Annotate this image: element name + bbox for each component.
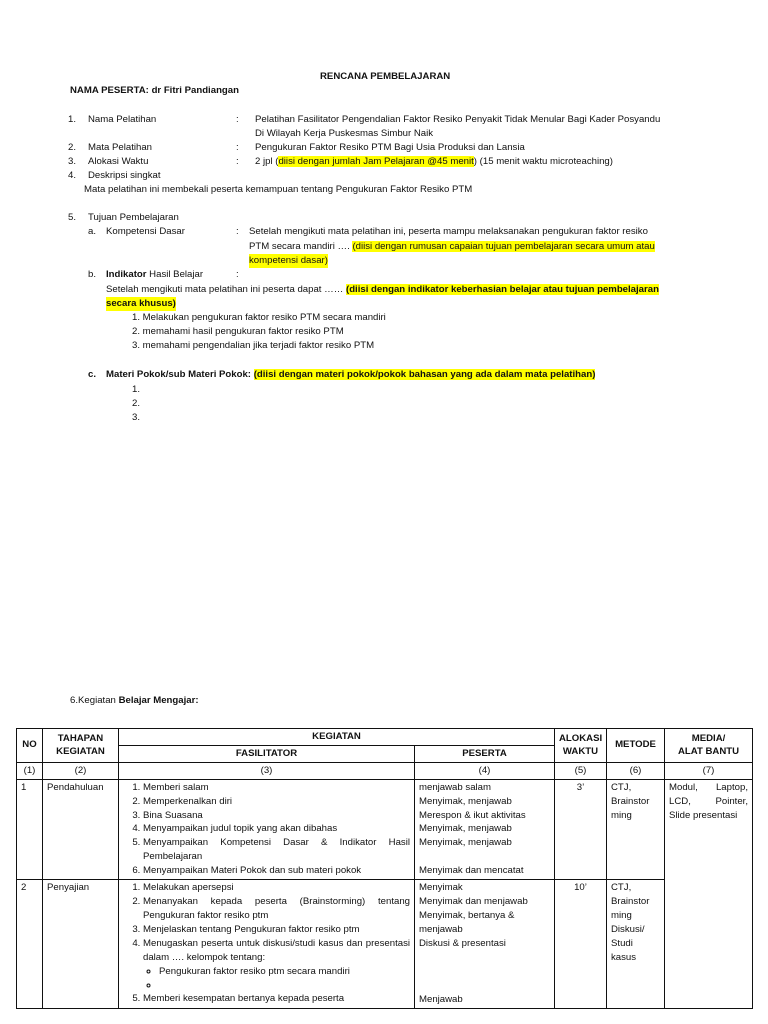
table-number-row: [17, 762, 753, 779]
kd-text: Setelah mengikuti mata pelatihan ini, peserta mampu melaksanakan pengukuran faktor resiko: [249, 226, 648, 237]
participant-name: dr Fitri Pandiangan: [151, 85, 239, 96]
ihb-text-plain: Setelah mengikuti mata pelatihan ini peserta dapat ……: [106, 284, 344, 295]
row-fasilitator: [119, 779, 415, 879]
row-metode: CTJ, Brainstor ming: [607, 779, 665, 879]
list-item: 5. Memberi kesempatan bertanya kepada peserta: [143, 992, 410, 1006]
ihb-highlight: (diisi dengan indikator keberhasian belajar atau tujuan pembelajaran: [346, 284, 659, 295]
row-fasilitator: [119, 880, 415, 1008]
kd-text-cont: [249, 240, 655, 254]
kd-letter: a.: [88, 226, 97, 237]
th-fasilitator: FASILITATOR: [119, 745, 415, 762]
table-header-row: [17, 729, 753, 746]
row-tahapan: Pendahuluan: [43, 779, 119, 879]
bullet-item: ◦ Pengukuran faktor resiko ptm secara mandiri: [159, 965, 410, 979]
ihb-label-bold: Indikator: [106, 269, 147, 280]
col-number: (7): [665, 762, 753, 779]
ihb-sep: :: [236, 269, 239, 280]
col-number: (3): [119, 762, 415, 779]
ihb-list-item: 1. Melakukan pengukuran faktor resiko PTM secara mandiri: [132, 312, 386, 323]
table-row: [17, 880, 753, 1008]
item-label: Deskripsi singkat: [88, 170, 161, 181]
ihb-label: [106, 268, 203, 282]
th-metode: METODE: [607, 729, 665, 763]
item-num: 3.: [68, 156, 77, 167]
kd-highlight: (diisi dengan rumusan capaian tujuan pembelajaran secara umum atau: [352, 241, 655, 252]
kd-sep: :: [236, 226, 239, 237]
item-sep: :: [236, 156, 239, 167]
alokasi-post: ) (15 menit waktu microteaching): [473, 156, 613, 167]
list-item: 1. Memberi salam: [143, 781, 410, 795]
document-title: RENCANA PEMBELAJARAN: [320, 71, 451, 82]
col-number: (4): [415, 762, 555, 779]
item-value: [255, 155, 613, 169]
th-alokasi: ALOKASI WAKTU: [555, 729, 607, 763]
col-number: (6): [607, 762, 665, 779]
row-media: Modul, Laptop, LCD, Pointer, Slide presentasi: [665, 779, 753, 1008]
item-label: Nama Pelatihan: [88, 114, 157, 125]
col-number: (5): [555, 762, 607, 779]
materi-highlight: (diisi dengan materi pokok/pokok bahasan yang ada dalam mata pelatihan): [253, 369, 596, 380]
col-number: (1): [17, 762, 43, 779]
list-item: 6. Menyampaikan Materi Pokok dan sub materi pokok: [143, 864, 410, 878]
row-metode: CTJ, Brainstor ming Diskusi/ Studi kasus: [607, 880, 665, 1008]
ihb-text: [106, 283, 659, 297]
materi-line: [106, 368, 595, 382]
ihb-highlight-cont: secara khusus): [106, 298, 176, 309]
section6-bold: Belajar Mengajar:: [118, 695, 199, 706]
ihb-label-rest: Hasil Belajar: [146, 269, 204, 280]
item-sep: :: [236, 142, 239, 153]
tujuan-num: 5.: [68, 212, 77, 223]
row-peserta: Menyimak Menyimak dan menjawab Menyimak, bertanya & menjawab Diskusi & presentasi Menjawab: [415, 880, 555, 1008]
alokasi-highlight: diisi dengan jumlah Jam Pelajaran @45 menit: [278, 156, 474, 167]
ihb-list-item: 3. memahami pengendalian jika terjadi faktor resiko PTM: [132, 340, 375, 351]
materi-list-item: 1.: [132, 384, 141, 395]
materi-list-item: 2.: [132, 398, 141, 409]
list-item: 1. Melakukan apersepsi: [143, 881, 410, 895]
section6-num: 6.: [70, 695, 79, 706]
materi-letter: c.: [88, 369, 97, 380]
th-media: MEDIA/ ALAT BANTU: [665, 729, 753, 763]
row-no: 1: [17, 779, 43, 879]
list-item: 3. Bina Suasana: [143, 809, 410, 823]
item-value: Pelatihan Fasilitator Pengendalian Faktor Resiko Penyakit Tidak Menular Bagi Kader Posyandu: [255, 114, 661, 125]
tujuan-label: Tujuan Pembelajaran: [88, 212, 179, 223]
ihb-list-item: 2. memahami hasil pengukuran faktor resiko PTM: [132, 326, 344, 337]
th-tahapan: TAHAPAN KEGIATAN: [43, 729, 119, 763]
section6-heading: [70, 694, 199, 708]
participant-line: [70, 84, 239, 98]
th-no: NO: [17, 729, 43, 763]
list-item: 4. Menyampaikan judul topik yang akan dibahas: [143, 822, 410, 836]
section6-pre: Kegiatan: [78, 695, 119, 706]
list-item: 3. Menjelaskan tentang Pengukuran faktor resiko ptm: [143, 923, 410, 937]
alokasi-pre: 2 jpl (: [255, 156, 279, 167]
item-sep: :: [236, 114, 239, 125]
col-number: (2): [43, 762, 119, 779]
list-item: 2. Menanyakan kepada peserta (Brainstorming) tentang Pengukuran faktor resiko ptm: [143, 895, 410, 923]
item-label: Alokasi Waktu: [88, 156, 149, 167]
bullet-item: [159, 979, 410, 993]
item-value-cont: Di Wilayah Kerja Puskesmas Simbur Naik: [255, 128, 434, 139]
row-no: 2: [17, 880, 43, 1008]
kbm-table: [16, 728, 753, 1009]
row-waktu: 3’: [555, 779, 607, 879]
item-label: Mata Pelatihan: [88, 142, 152, 153]
row-tahapan: Penyajian: [43, 880, 119, 1008]
list-item: 5. Menyampaikan Kompetensi Dasar & Indikator Hasil Pembelajaran: [143, 836, 410, 864]
materi-label: Materi Pokok/sub Materi Pokok:: [106, 369, 252, 380]
item-value: Pengukuran Faktor Resiko PTM Bagi Usia Produksi dan Lansia: [255, 142, 525, 153]
list-item: 2. Memperkenalkan diri: [143, 795, 410, 809]
participant-label: NAMA PESERTA:: [70, 85, 149, 96]
kd-text2: PTM secara mandiri ….: [249, 241, 350, 252]
th-kegiatan: KEGIATAN: [119, 729, 555, 746]
th-peserta: PESERTA: [415, 745, 555, 762]
row-peserta: menjawab salam Menyimak, menjawab Merespon & ikut aktivitas Menyimak, menjawab Menyimak, menjawab Menyimak dan mencatat: [415, 779, 555, 879]
item-num: 4.: [68, 170, 77, 181]
kd-highlight-cont: kompetensi dasar): [249, 255, 328, 266]
item-num: 1.: [68, 114, 77, 125]
kd-label: Kompetensi Dasar: [106, 226, 185, 237]
list-item: 4. Menugaskan peserta untuk diskusi/studi kasus dan presentasi dalam …. kelompok tentang: ◦ Pengukuran faktor resiko ptm secara mandiri ◦: [143, 937, 410, 993]
row-waktu: 10’: [555, 880, 607, 1008]
materi-list-item: 3.: [132, 412, 141, 423]
ihb-letter: b.: [88, 269, 97, 280]
table-row: [17, 779, 753, 879]
item-num: 2.: [68, 142, 77, 153]
description-text: Mata pelatihan ini membekali peserta kemampuan tentang Pengukuran Faktor Resiko PTM: [84, 184, 473, 195]
